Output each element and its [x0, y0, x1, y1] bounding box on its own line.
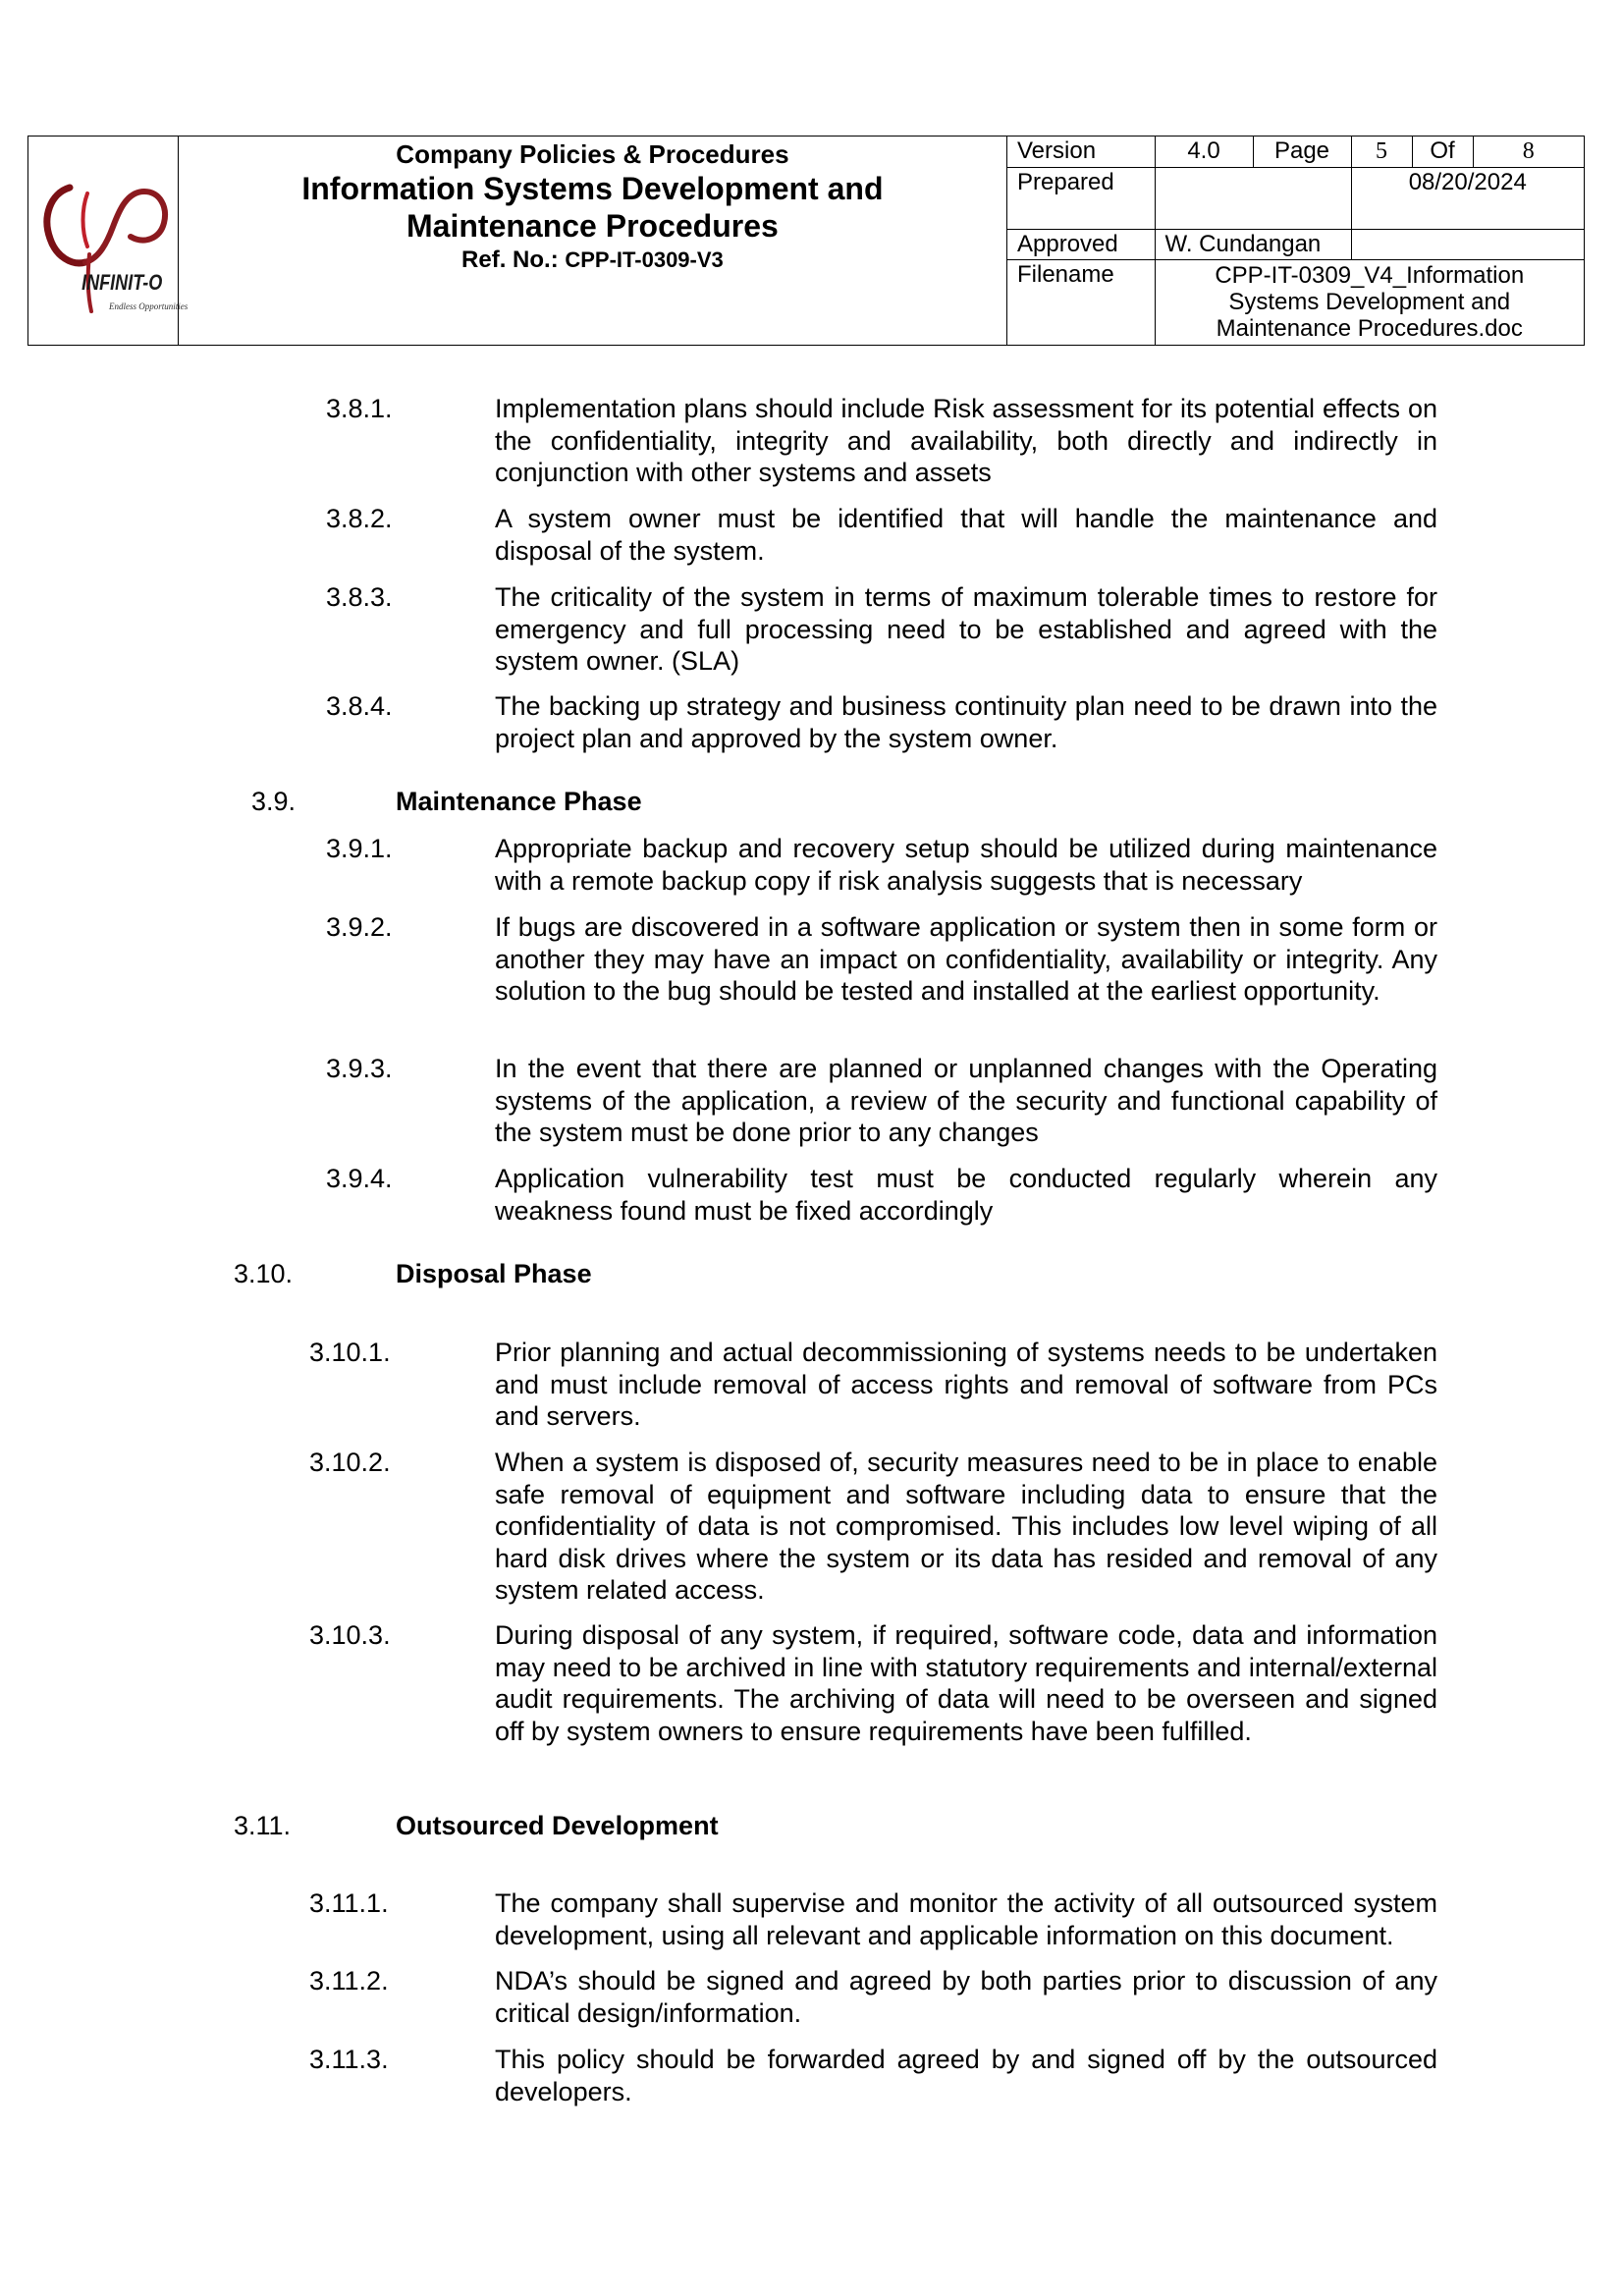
infinito-logo-icon	[28, 137, 189, 343]
item-text: In the event that there are planned or unplanned changes with the Operating systems of the application, a review of the security and functional capability of the system must be done prior to any changes	[495, 1054, 1437, 1147]
filename-label: Filename	[1007, 259, 1155, 345]
item-number: 3.11.3.	[309, 2045, 389, 2074]
item-number: 3.9.3.	[326, 1054, 393, 1083]
section-number: 3.10.	[234, 1259, 294, 1288]
item-text: Application vulnerability test must be conducted regularly wherein any weakness found must be fixed accordingly	[495, 1164, 1437, 1226]
filename-value	[1155, 259, 1584, 345]
logo-tagline-text: Endless Opportunities	[109, 301, 189, 311]
item-number: 3.9.1.	[326, 834, 393, 863]
item-text: When a system is disposed of, security measures need to be in place to enable safe removal of equipment and software including data to ensure that the confidentiality of data is not compromised. This includes low level wiping of all hard disk drives where the system or its data has resided and removal of any system related access.	[495, 1448, 1437, 1605]
title-line-2: Maintenance Procedures	[406, 208, 779, 244]
filename-line-2: Systems Development and	[1228, 288, 1511, 315]
item-number: 3.11.2.	[309, 1966, 389, 1995]
item-text: Implementation plans should include Risk assessment for its potential effects on the confidentiality, integrity and availability, both directly and indirectly in conjunction with other systems and assets	[495, 394, 1437, 487]
title-line-1: Information Systems Development and	[301, 171, 884, 206]
item-text: The backing up strategy and business continuity plan need to be drawn into the project plan and approved by the system owner.	[495, 691, 1437, 753]
of-label: Of	[1412, 137, 1473, 167]
item-number: 3.10.3.	[309, 1620, 391, 1650]
ref-label: Ref. No.:	[461, 246, 566, 273]
item-number: 3.10.2.	[309, 1448, 391, 1477]
company-logo	[28, 137, 189, 345]
filename-line-1: CPP-IT-0309_V4_Information	[1215, 261, 1525, 289]
version-value: 4.0	[1155, 137, 1253, 167]
item-text: The company shall supervise and monitor the activity of all outsourced system development, using all relevant and applicable information on this document.	[495, 1888, 1437, 1950]
prepared-value	[1155, 167, 1351, 229]
item-text: This policy should be forwarded agreed by and signed off by the outsourced developers.	[495, 2045, 1437, 2106]
page-label: Page	[1253, 137, 1351, 167]
item-text: If bugs are discovered in a software application or system then in some form or another they may have an impact on confidentiality, availability or integrity. Any solution to the bug should be tested and installed at the earliest opportunity.	[495, 912, 1437, 1006]
item-number: 3.8.4.	[326, 691, 393, 721]
filename-line-3: Maintenance Procedures.doc	[1216, 314, 1523, 342]
page-value: 5	[1351, 137, 1412, 167]
item-number: 3.8.2.	[326, 504, 393, 533]
item-number: 3.8.3.	[326, 582, 393, 612]
section-number: 3.9.	[251, 787, 297, 816]
approved-value: W. Cundangan	[1155, 229, 1351, 259]
item-number: 3.9.4.	[326, 1164, 393, 1193]
document-info-table	[1007, 137, 1584, 345]
item-text: During disposal of any system, if required, software code, data and information may need to be archived in line with statutory requirements and internal/external audit requirements. The archiving of data will need to be overseen and signed off by system owners to ensure requirements have been fulfilled.	[495, 1620, 1437, 1746]
item-text: A system owner must be identified that will handle the maintenance and disposal of the system.	[495, 504, 1437, 566]
item-number: 3.9.2.	[326, 912, 393, 942]
document-title-block	[179, 137, 1007, 345]
document-header	[27, 136, 1585, 346]
ref-code: CPP-IT-0309-V3	[565, 247, 724, 272]
item-text: The criticality of the system in terms of maximum tolerable times to restore for emergency and full processing need to be established and agreed with the system owner. (SLA)	[495, 582, 1437, 676]
approved-date	[1351, 229, 1584, 259]
prepared-date: 08/20/2024	[1351, 167, 1584, 229]
item-text: Prior planning and actual decommissioning of systems needs to be undertaken and must include removal of access rights and removal of software from PCs and servers.	[495, 1338, 1437, 1431]
item-number: 3.10.1.	[309, 1338, 391, 1367]
section-heading: Outsourced Development	[396, 1811, 719, 1840]
reference-number	[179, 245, 1006, 276]
section-number: 3.11.	[234, 1811, 292, 1840]
logo-brand-text: INFINIT-O	[81, 271, 163, 296]
item-text: Appropriate backup and recovery setup should be utilized during maintenance with a remote backup copy if risk analysis suggests that is necessary	[495, 834, 1437, 896]
item-number: 3.11.1.	[309, 1888, 389, 1918]
of-value: 8	[1473, 137, 1584, 167]
approved-label: Approved	[1007, 229, 1155, 259]
section-heading: Disposal Phase	[396, 1259, 592, 1288]
item-text: NDA’s should be signed and agreed by both parties prior to discussion of any critical design/information.	[495, 1966, 1437, 2028]
section-heading: Maintenance Phase	[396, 787, 642, 816]
prepared-label: Prepared	[1007, 167, 1155, 229]
item-number: 3.8.1.	[326, 394, 393, 423]
version-label: Version	[1007, 137, 1155, 167]
policy-line: Company Policies & Procedures	[396, 139, 789, 169]
